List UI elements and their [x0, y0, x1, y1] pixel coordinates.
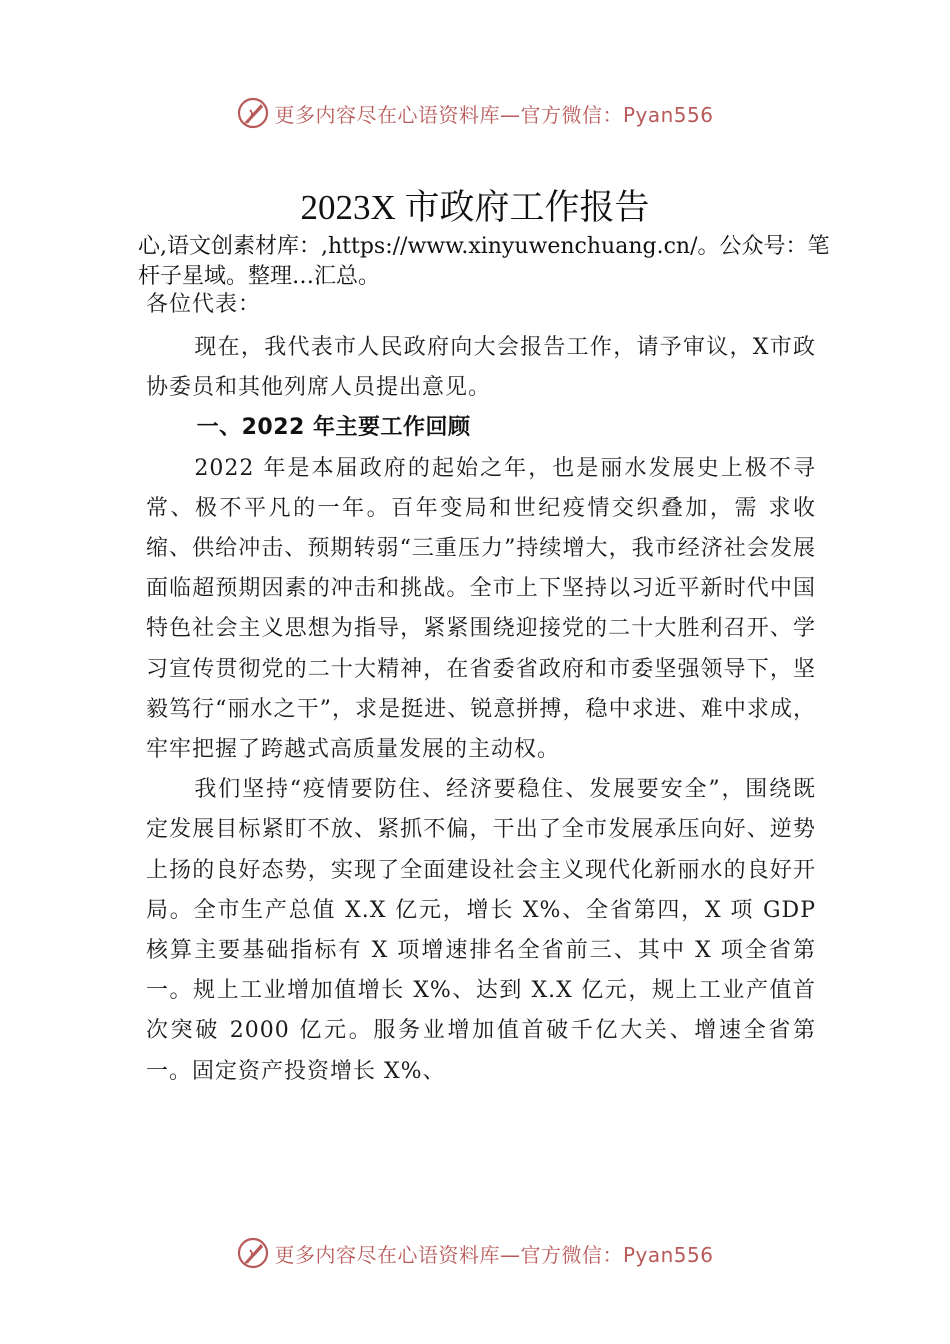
intro-paragraph: 现在，我代表市人民政府向大会报告工作，请予审议，X市政协委员和其他列席人员提出意见。	[146, 335, 816, 401]
banner-text: 更多内容尽在心语资料库—官方微信：Pyan556	[274, 1242, 714, 1267]
body-paragraph-1: 2022 年是本届政府的起始之年，也是丽水发展史上极不寻常、极不平凡的一年。百年变局和世纪疫情交织叠加，需 求收缩、供给冲击、预期转弱“三重压力”持续增大，我市经济社会发展面临超预期因素的冲击和挑战。全市上下坚持以习近平新时代中国特色社会主义思想为指导，紧紧围绕迎接党的二十大胜利召开、学习宣传贯彻党的二十大精神，在省委省政府和市委坚强领导下，坚毅笃行“丽水之干”，求是挺进、锐意拼搏，稳中求进、难中求成，牢牢把握了跨越式高质量发展的主动权。	[146, 455, 816, 763]
header-banner	[0, 93, 950, 133]
footer-banner	[0, 1233, 950, 1273]
body-paragraph-2: 我们坚持“疫情要防住、经济要稳住、发展要安全”，围绕既定发展目标紧盯不放、紧抓不偏，干出了全市发展承压向好、逆势上扬的良好态势，实现了全面建设社会主义现代化新丽水的良好开局。全市生产总值 X.X 亿元，增长 X%、全省第四，X 项 GDP 核算主要基础指标有 X 项增速排名全省前三、其中 X 项全省第一。规上工业增加值增长 X%、达到 X.X 亿元，规上工业产值首次突破 2000 亿元。服务业增加值首破千亿大关、增速全省第一。固定资产投资增长 X%、	[146, 777, 816, 1084]
source-note: 心,语文创素材库：,https://www.xinyuwenchuang.cn/。公众号：笔杆子星域。整理…汇总。	[138, 234, 830, 289]
banner-text: 更多内容尽在心语资料库—官方微信：Pyan556	[274, 102, 714, 127]
salutation: 各位代表：	[146, 292, 262, 317]
document-title: 2023X 市政府工作报告	[300, 188, 650, 227]
pen-quill-seal-icon	[236, 1236, 270, 1270]
document-body	[146, 288, 816, 1092]
section-heading: 一、2022 年主要工作回顾	[196, 415, 471, 441]
pen-quill-seal-icon	[236, 96, 270, 130]
